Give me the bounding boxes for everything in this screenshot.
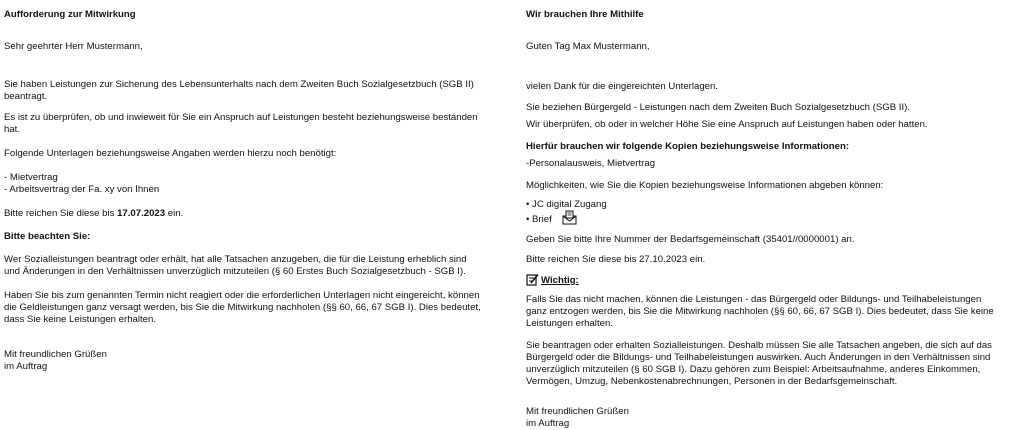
left-p5-line2: die Geldleistungen ganz versagt werden, bis Sie die Mitwirkung nachholen (§§ 60, 66, 67 SGB I). Dies bedeutet, xyxy=(4,302,481,313)
right-p4-line3: unverzüglich mitzuteilen (§ 60 SGB I). Dazu gehören zum Beispiel: Arbeitsaufnahme, anderes Einkommen, xyxy=(526,364,981,375)
right-way-label: JC digital Zugang xyxy=(532,199,607,210)
left-closing-2: im Auftrag xyxy=(4,361,48,372)
letter-icon xyxy=(562,210,577,229)
right-closing-2: im Auftrag xyxy=(526,418,570,429)
left-deadline-pre: Bitte reichen Sie diese bis xyxy=(4,208,118,219)
left-p4-line2: und Änderungen in den Verhältnissen unverzüglich mitzuteilen (§ 60 Erstes Buch Sozialgesetzbuch - SGB I). xyxy=(4,266,466,277)
right-need-heading: Hierfür brauchen wir folgende Kopien beziehungsweise Informationen: xyxy=(526,141,850,152)
left-deadline xyxy=(4,208,183,220)
right-way-item xyxy=(526,199,607,211)
left-deadline-post: ein. xyxy=(165,208,184,219)
bullet: • xyxy=(526,199,530,210)
left-p5-line3: dass Sie keine Leistungen erhalten. xyxy=(4,314,157,325)
right-title: Wir brauchen Ihre Mithilfe xyxy=(526,9,644,20)
left-list-item: - Arbeitsvertrag der Fa. xy von Ihnen xyxy=(4,184,160,195)
right-p1: Sie beziehen Bürgergeld - Leistungen nach dem Zweiten Buch Sozialgesetzbuch (SGB II). xyxy=(526,102,910,113)
right-way-item xyxy=(526,214,552,226)
right-deadline: Bitte reichen Sie diese bis 27.10.2023 ein. xyxy=(526,254,706,265)
right-p4-line1: Sie beantragen oder erhalten Sozialleistungen. Deshalb müssen Sie alle Tatsachen angeben, die sich auf das xyxy=(526,340,992,351)
right-way-label: Brief xyxy=(532,214,552,225)
left-note-heading: Bitte beachten Sie: xyxy=(4,231,91,242)
right-number-text: Geben Sie bitte Ihre Nummer der Bedarfsgemeinschaft (35401//0000001) an. xyxy=(526,234,855,245)
bullet: • xyxy=(526,214,530,225)
left-greeting: Sehr geehrter Herr Mustermann, xyxy=(4,41,143,52)
left-deadline-date: 17.07.2023 xyxy=(117,208,166,219)
right-p2: Wir überprüfen, ob oder in welcher Höhe Sie eine Anspruch auf Leistungen haben oder hatten. xyxy=(526,119,928,130)
left-p5-line1: Haben Sie bis zum genannten Termin nicht reagiert oder die erforderlichen Unterlagen nicht eingereicht, können xyxy=(4,290,480,301)
left-closing: Mit freundlichen Grüßen xyxy=(4,349,107,360)
left-p2-line1: Es ist zu überprüfen, ob und inwieweit für Sie ein Anspruch auf Leistungen besteht beziehungsweise bestanden xyxy=(4,112,478,123)
left-p4-line1: Wer Sozialleistungen beantragt oder erhält, hat alle Tatsachen anzugeben, die für die Leistung erheblich sind xyxy=(4,254,467,265)
right-greeting: Guten Tag Max Mustermann, xyxy=(526,41,650,52)
left-p1-line1: Sie haben Leistungen zur Sicherung des Lebensunterhalts nach dem Zweiten Buch Sozialgesetzbuch (SGB II) xyxy=(4,79,474,90)
left-title: Aufforderung zur Mitwirkung xyxy=(4,9,136,20)
right-p3-line2: ganz entzogen werden, bis Sie die Mitwirkung nachholen (§§ 60, 66, 67 SGB I). Dies bedeutet, dass Sie keine xyxy=(526,306,994,317)
right-important-heading: Wichtig: xyxy=(541,275,579,286)
edit-note-icon xyxy=(526,273,539,290)
right-p4-line2: Bürgergeld oder die Bildungs- und Teilhabeleistungen auswirken. Auch Änderungen in den Verhältnissen sind xyxy=(526,352,991,363)
right-p3-line1: Falls Sie das nicht machen, können die Leistungen - das Bürgergeld oder Bildungs- und Teilhabeleistungen xyxy=(526,294,982,305)
left-p1-line2: beantragt. xyxy=(4,91,48,102)
right-closing: Mit freundlichen Grüßen xyxy=(526,406,629,417)
right-need-list: -Personalausweis, Mietvertrag xyxy=(526,158,656,169)
left-p3: Folgende Unterlagen beziehungsweise Angaben werden hierzu noch benötigt: xyxy=(4,148,337,159)
right-thanks: vielen Dank für die eingereichten Unterlagen. xyxy=(526,81,718,92)
left-p2-line2: hat. xyxy=(4,124,21,135)
right-p3-line3: Leistungen erhalten. xyxy=(526,318,613,329)
right-p4-line4: Vermögen, Umzug, Nebenkostenabrechnungen, Personen in der Bedarfsgemeinschaft. xyxy=(526,376,898,387)
left-list-item: - Mietvertrag xyxy=(4,172,58,183)
right-ways-intro: Möglichkeiten, wie Sie die Kopien beziehungsweise Informationen abgeben können: xyxy=(526,180,884,191)
